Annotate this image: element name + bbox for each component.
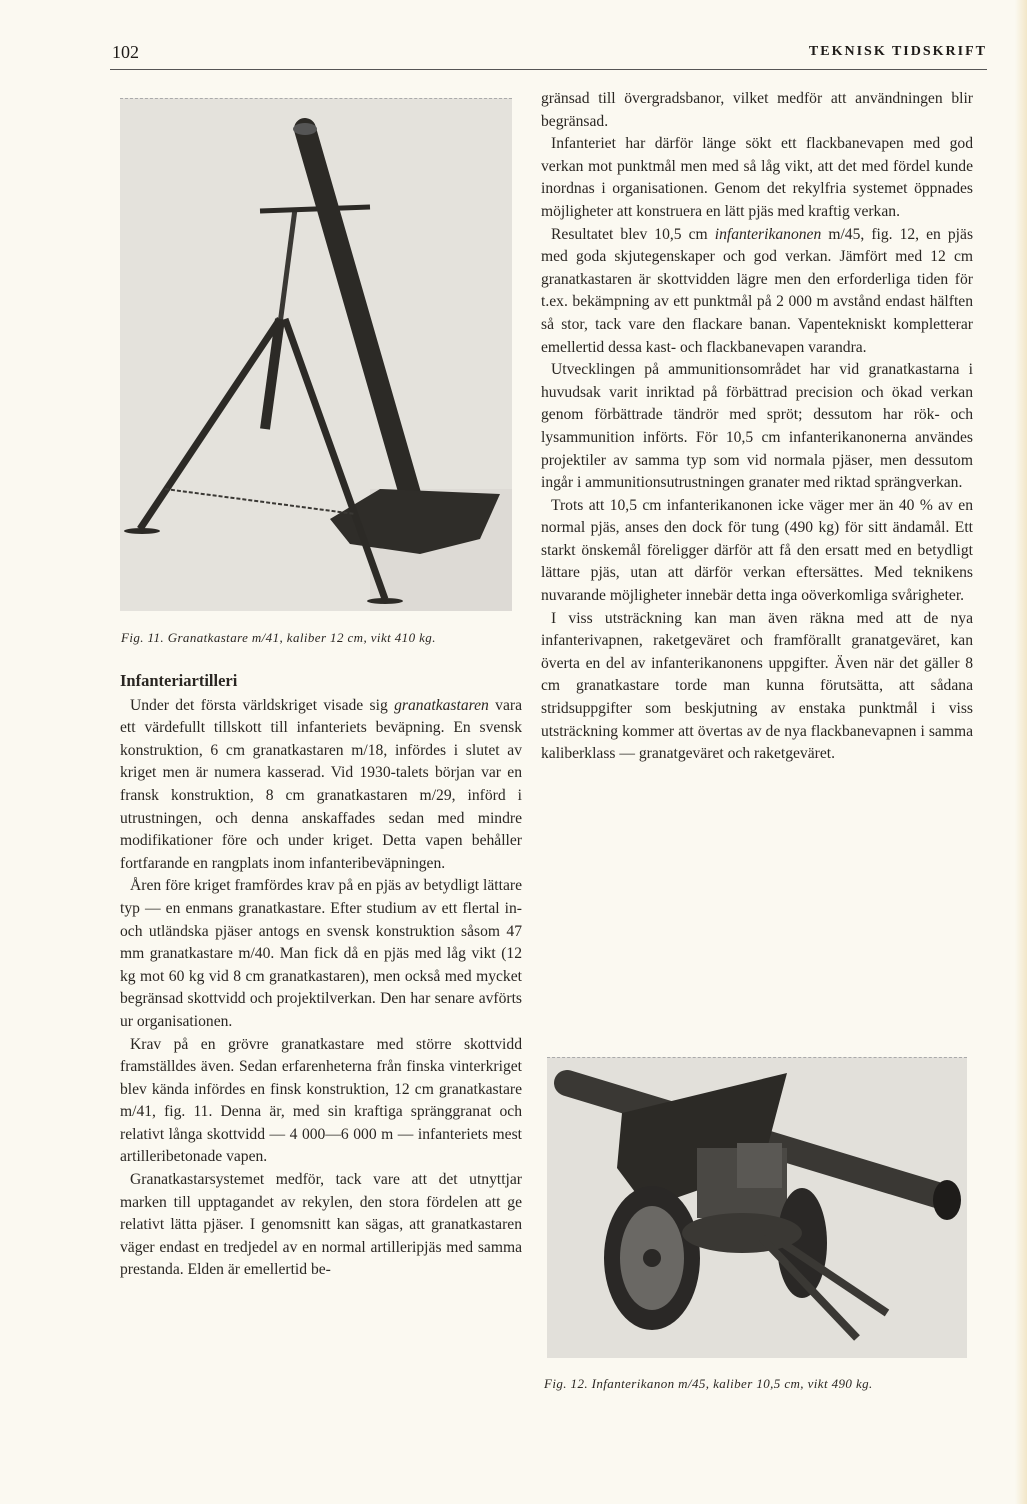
paragraph: Utvecklingen på ammunitionsområdet har vid granatkastarna i huvudsak varit inriktad på förbättrad precision och ökad verkan genom förbättrade tändrör med spröt; dessutom har rök- och lysammunition införts. För 10,5 cm infanterikanonerna användes projektiler av samma typ som vid normala pjäser, men dessutom ingår i ammunitionsutrustningen granater med riktad sprängverkan. bbox=[541, 361, 973, 492]
figure-12-photo bbox=[547, 1057, 967, 1358]
emphasis-term: granatkastaren bbox=[394, 696, 489, 714]
paragraph: Åren före kriget framfördes krav på en pjäs av betydligt lättare typ — en enmans granatkastare. Efter studium av ett flertal in- och utländska pjäser antogs en svensk konstruktion såsom 47 mm granatkastare m/40. Man fick då en pjäs med låg vikt (12 kg mot 60 kg vid 8 cm granatkastaren), men också med mycket begränsad skottvidd och projektilverkan. Den har senare avförts ur organisationen. bbox=[120, 877, 522, 1030]
figure-11-photo bbox=[120, 98, 512, 611]
mortar-illustration-icon bbox=[120, 99, 512, 611]
paragraph-continued: gränsad till övergradsbanor, vilket medför att användningen blir begränsad. bbox=[541, 90, 973, 130]
paragraph: Krav på en grövre granatkastare med större skottvidd framställdes även. Sedan erfarenheterna från finska vinterkriget blev kända infördes en finsk konstruktion, 12 cm granatkastare m/41, fig. 11. Denna är, med sin kraftiga spränggranat och relativt långa skottvidd — 4 000—6 000 m — infanteriets mest artilleribetonade vapen. bbox=[120, 1035, 522, 1166]
page-edge-shading bbox=[1015, 0, 1027, 1504]
figure-11-caption: Fig. 11. Granatkastare m/41, kaliber 12 cm, vikt 410 kg. bbox=[121, 630, 436, 645]
header-rule bbox=[110, 69, 987, 70]
paragraph: Trots att 10,5 cm infanterikanonen icke väger mer än 40 % av en normal pjäs, anses den dock för tung (490 kg) för sitt ändamål. Ett starkt önskemål föreligger därför att få den ersatt med en betydligt lättare pjäs, utan att därför verkan eftersättes. Med teknikens nuvarande möjligheter innebär detta inga oöverkomliga svårigheter. bbox=[541, 496, 973, 605]
right-text-column bbox=[541, 88, 973, 766]
emphasis-term: infanterikanonen bbox=[714, 225, 822, 243]
paragraph: Under det första världskriget visade sig granatkastaren vara ett värdefullt tillskott till infanteriets beväpning. En svensk konstruktion, 6 cm granatkastaren m/18, infördes i slutet av kriget men är numera kasserad. Vid 1930-talets början var en fransk konstruktion, 8 cm granatkastaren m/29, införd i utrustningen, och denna anskaffades sedan med mindre modifikationer före och under kriget. Detta vapen behåller fortfarande en rangplats inom infanteribeväpningen. bbox=[120, 696, 523, 872]
left-text-column bbox=[120, 670, 522, 1282]
page-number: 102 bbox=[112, 42, 139, 62]
paragraph: I viss utsträckning kan man även räkna med att de nya infanterivapnen, raketgeväret och framförallt granatgeväret, kan överta en del av infanterikanonens uppgifter. Även när det gäller 8 cm granatkastare torde man kunna förutsätta, att sådana stridsuppgifter som beskjutning av enstaka punktmål i viss utsträckning kommer att övertas av de nya flackbanevapnen i samma kaliberklass — granatgeväret och raketgeväret. bbox=[541, 609, 973, 763]
paragraph: Infanteriet har därför länge sökt ett flackbanevapen med god verkan mot punktmål men med så låg vikt, att det med fördel kunde inordnas i organisationen. Genom det rekylfria systemet öppnades möjligheter att konstruera en lätt pjäs med kraftig verkan. bbox=[541, 135, 973, 220]
paragraph: Granatkastarsystemet medför, tack vare att det utnyttjar marken till upptagandet av rekylen, den stora fördelen att ge relativt lätta pjäser. I genomsnitt kan sägas, att granatkastaren väger endast en tredjedel av en normal artilleripjäs med samma prestanda. Elden är emellertid be- bbox=[120, 1171, 522, 1279]
section-heading: Infanteriartilleri bbox=[120, 671, 238, 690]
journal-running-head: TEKNISK TIDSKRIFT bbox=[808, 44, 987, 59]
figure-12-caption: Fig. 12. Infanterikanon m/45, kaliber 10,5 cm, vikt 490 kg. bbox=[544, 1376, 873, 1391]
paragraph: Resultatet blev 10,5 cm infanterikanonen m/45, fig. 12, en pjäs med goda skjutegenskaper och god verkan. Jämfört med 12 cm granatkastaren är skottvidden lägre men den erforderliga tiden för t.ex. bekämpning av ett punktmål på 2 000 m avstånd endast hälften så stor, tack vare den flackare banan. Vapentekniskt kompletterar emellertid dessa kast- och flackbanevapen varandra. bbox=[541, 225, 974, 356]
infantry-gun-illustration-icon bbox=[547, 1058, 967, 1358]
